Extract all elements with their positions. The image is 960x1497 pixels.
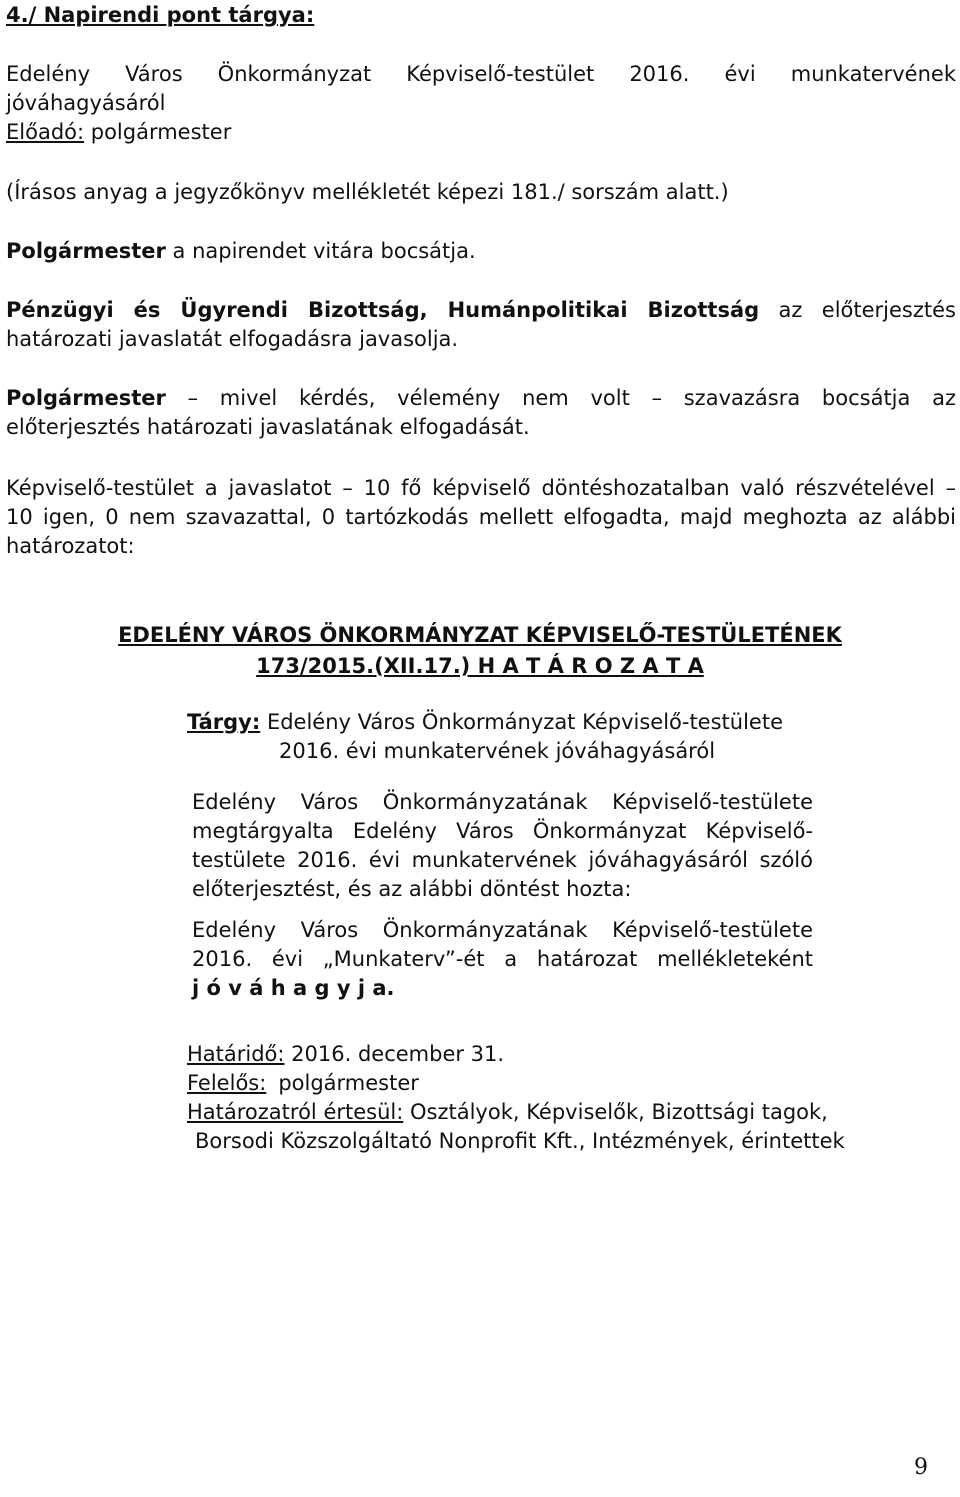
body1-line4: előterjesztést, és az alábbi döntést hozta:	[192, 877, 632, 901]
page-number: 9	[914, 1455, 928, 1480]
responsible-label: Felelős:	[187, 1071, 267, 1095]
body2-line1: Edelény Város Önkormányzatának Képviselő-testülete	[192, 918, 813, 942]
committee-line2: határozati javaslatát elfogadásra javasolja.	[6, 327, 459, 351]
committee-line1-rest: az előterjesztés	[759, 298, 956, 322]
mayor-vote-call	[6, 384, 956, 442]
presenter-label: Előadó:	[6, 120, 85, 144]
body1-line1: Edelény Város Önkormányzatának Képviselő-testülete	[192, 790, 813, 814]
mayor-vote-line1-rest: – mivel kérdés, vélemény nem volt – szavazásra bocsátja az	[165, 386, 956, 410]
notified-line2: Borsodi Közszolgáltató Nonprofit Kft., Intézmények, érintettek	[195, 1129, 845, 1153]
body1-line3: testülete 2016. évi munkatervének jóváhagyásáról szóló	[192, 848, 813, 872]
mayor-vote-line2: előterjesztés határozati javaslatának elfogadását.	[6, 415, 530, 439]
resolution-title	[0, 620, 960, 682]
resolution-title-line2: 173/2015.(XII.17.) H A T Á R O Z A T A	[256, 654, 704, 678]
notified-row	[187, 1098, 927, 1127]
responsible-value: polgármester	[278, 1071, 419, 1095]
mayor-intro-bold: Polgármester	[6, 239, 166, 263]
body1-line2: megtárgyalta Edelény Város Önkormányzat Képviselő-	[192, 819, 813, 843]
presenter-value: polgármester	[84, 120, 232, 144]
deadline-label: Határidő:	[187, 1042, 285, 1066]
subject-line2: 2016. évi munkatervének jóváhagyásáról	[279, 739, 716, 763]
notified-line1: Osztályok, Képviselők, Bizottsági tagok,	[403, 1100, 828, 1124]
committee-line1	[6, 296, 956, 325]
mayor-vote-bold: Polgármester	[6, 386, 166, 410]
resolution-body-2	[192, 916, 813, 1003]
committee-names: Pénzügyi és Ügyrendi Bizottság, Humánpolitikai Bizottság	[6, 298, 760, 322]
deadline-row	[187, 1040, 927, 1069]
agenda-block	[6, 60, 956, 147]
voting-line3: határozatot:	[6, 534, 135, 558]
subject-line1: Edelény Város Önkormányzat Képviselő-testülete	[260, 710, 783, 734]
voting-line2: 10 igen, 0 nem szavazattal, 0 tartózkodás mellett elfogadta, majd meghozta az alábbi	[6, 505, 956, 529]
resolution-title-line1: EDELÉNY VÁROS ÖNKORMÁNYZAT KÉPVISELŐ-TESTÜLETÉNEK	[118, 623, 842, 647]
body2-line2: 2016. évi „Munkaterv”-ét a határozat mellékleteként	[192, 947, 813, 971]
presenter	[6, 118, 956, 147]
resolution-body-1	[192, 788, 813, 904]
responsible-row	[187, 1069, 927, 1098]
voting-line1: Képviselő-testület a javaslatot – 10 fő képviselő döntéshozatalban való részvételével –	[6, 476, 956, 500]
attachment-note: (Írásos anyag a jegyzőkönyv mellékletét képezi 181./ sorszám alatt.)	[6, 180, 729, 204]
voting-result	[6, 474, 956, 561]
body2-approve: j ó v á h a g y j a.	[192, 976, 395, 1000]
deadline-value: 2016. december 31.	[284, 1042, 505, 1066]
agenda-title-line1: Edelény Város Önkormányzat Képviselő-testület 2016. évi munkatervének	[6, 62, 956, 86]
mayor-intro-rest: a napirendet vitára bocsátja.	[165, 239, 476, 263]
agenda-title-line2: jóváhagyásáról	[6, 91, 166, 115]
subject-label: Tárgy:	[187, 710, 261, 734]
resolution-footer	[187, 1040, 927, 1156]
mayor-intro	[6, 237, 956, 266]
mayor-vote-line1	[6, 384, 956, 413]
agenda-heading: 4./ Napirendi pont tárgya:	[6, 3, 315, 27]
committee-recommendation	[6, 296, 956, 354]
resolution-subject	[187, 708, 817, 766]
notified-label: Határozatról értesül:	[187, 1100, 404, 1124]
